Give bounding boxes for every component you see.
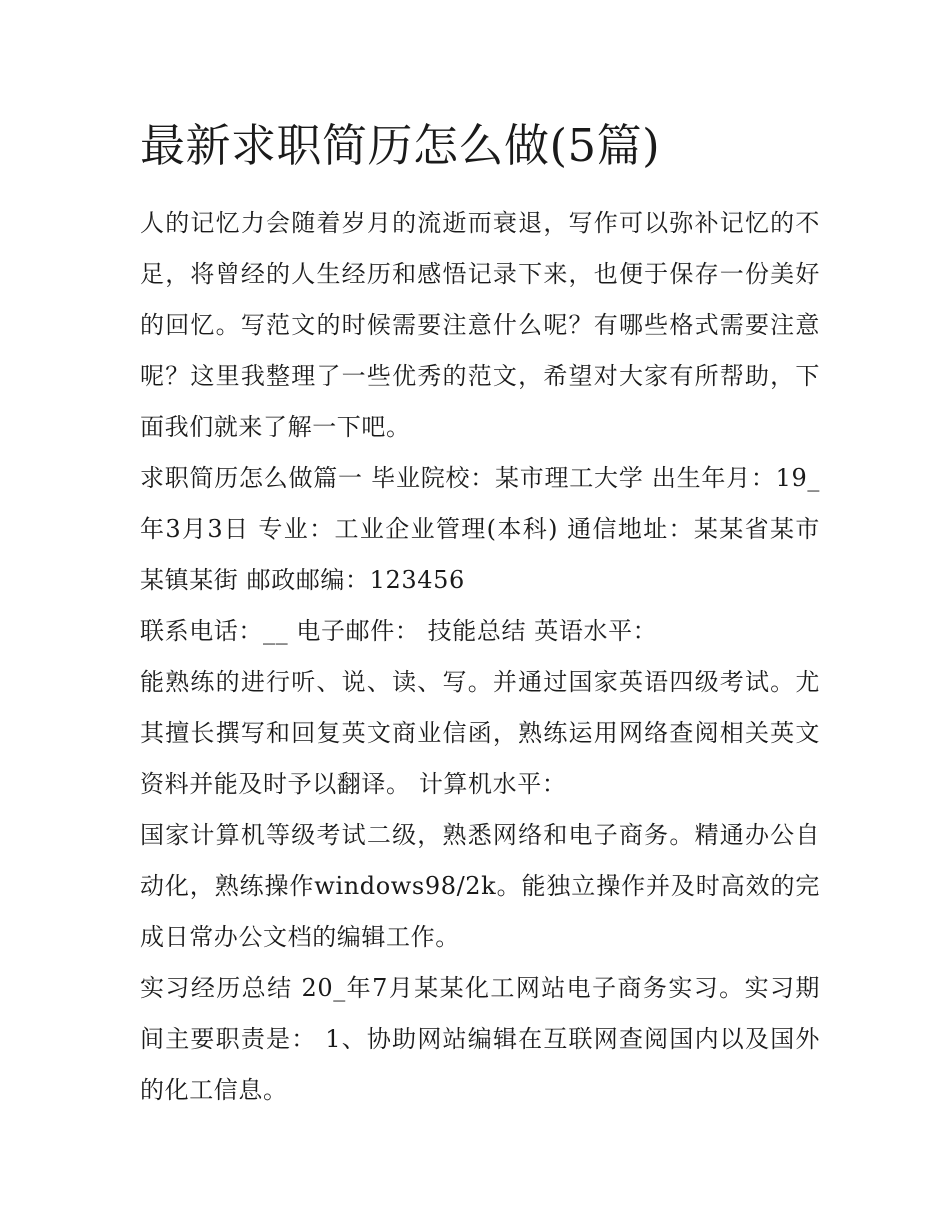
paragraph-contact: 联系电话：__ 电子邮件： 技能总结 英语水平：	[140, 617, 658, 645]
document-body	[140, 116, 820, 1116]
paragraph-english-skill: 能熟练的进行听、说、读、写。并通过国家英语四级考试。尤其擅长撰写和回复英文商业信函，熟练运用网络查阅相关英文资料并能及时予以翻译。 计算机水平：	[140, 668, 820, 798]
paragraph-basic-info: 求职简历怎么做篇一 毕业院校：某市理工大学 出生年月：19_年3月3日 专业：工业企业管理(本科) 通信地址：某某省某市某镇某街 邮政邮编：123456	[140, 464, 820, 594]
paragraph-internship: 实习经历总结 20_年7月某某化工网站电子商务实习。实习期间主要职责是： 1、协助网站编辑在互联网查阅国内以及国外的化工信息。	[140, 974, 820, 1104]
paragraph-intro: 人的记忆力会随着岁月的流逝而衰退，写作可以弥补记忆的不足，将曾经的人生经历和感悟记录下来，也便于保存一份美好的回忆。写范文的时候需要注意什么呢？有哪些格式需要注意呢？这里我整理了一些优秀的范文，希望对大家有所帮助，下面我们就来了解一下吧。	[140, 209, 820, 441]
document-title: 最新求职简历怎么做(5篇)	[140, 119, 661, 172]
paragraph-computer-skill: 国家计算机等级考试二级，熟悉网络和电子商务。精通办公自动化，熟练操作windows98/2k。能独立操作并及时高效的完成日常办公文档的编辑工作。	[140, 821, 820, 951]
